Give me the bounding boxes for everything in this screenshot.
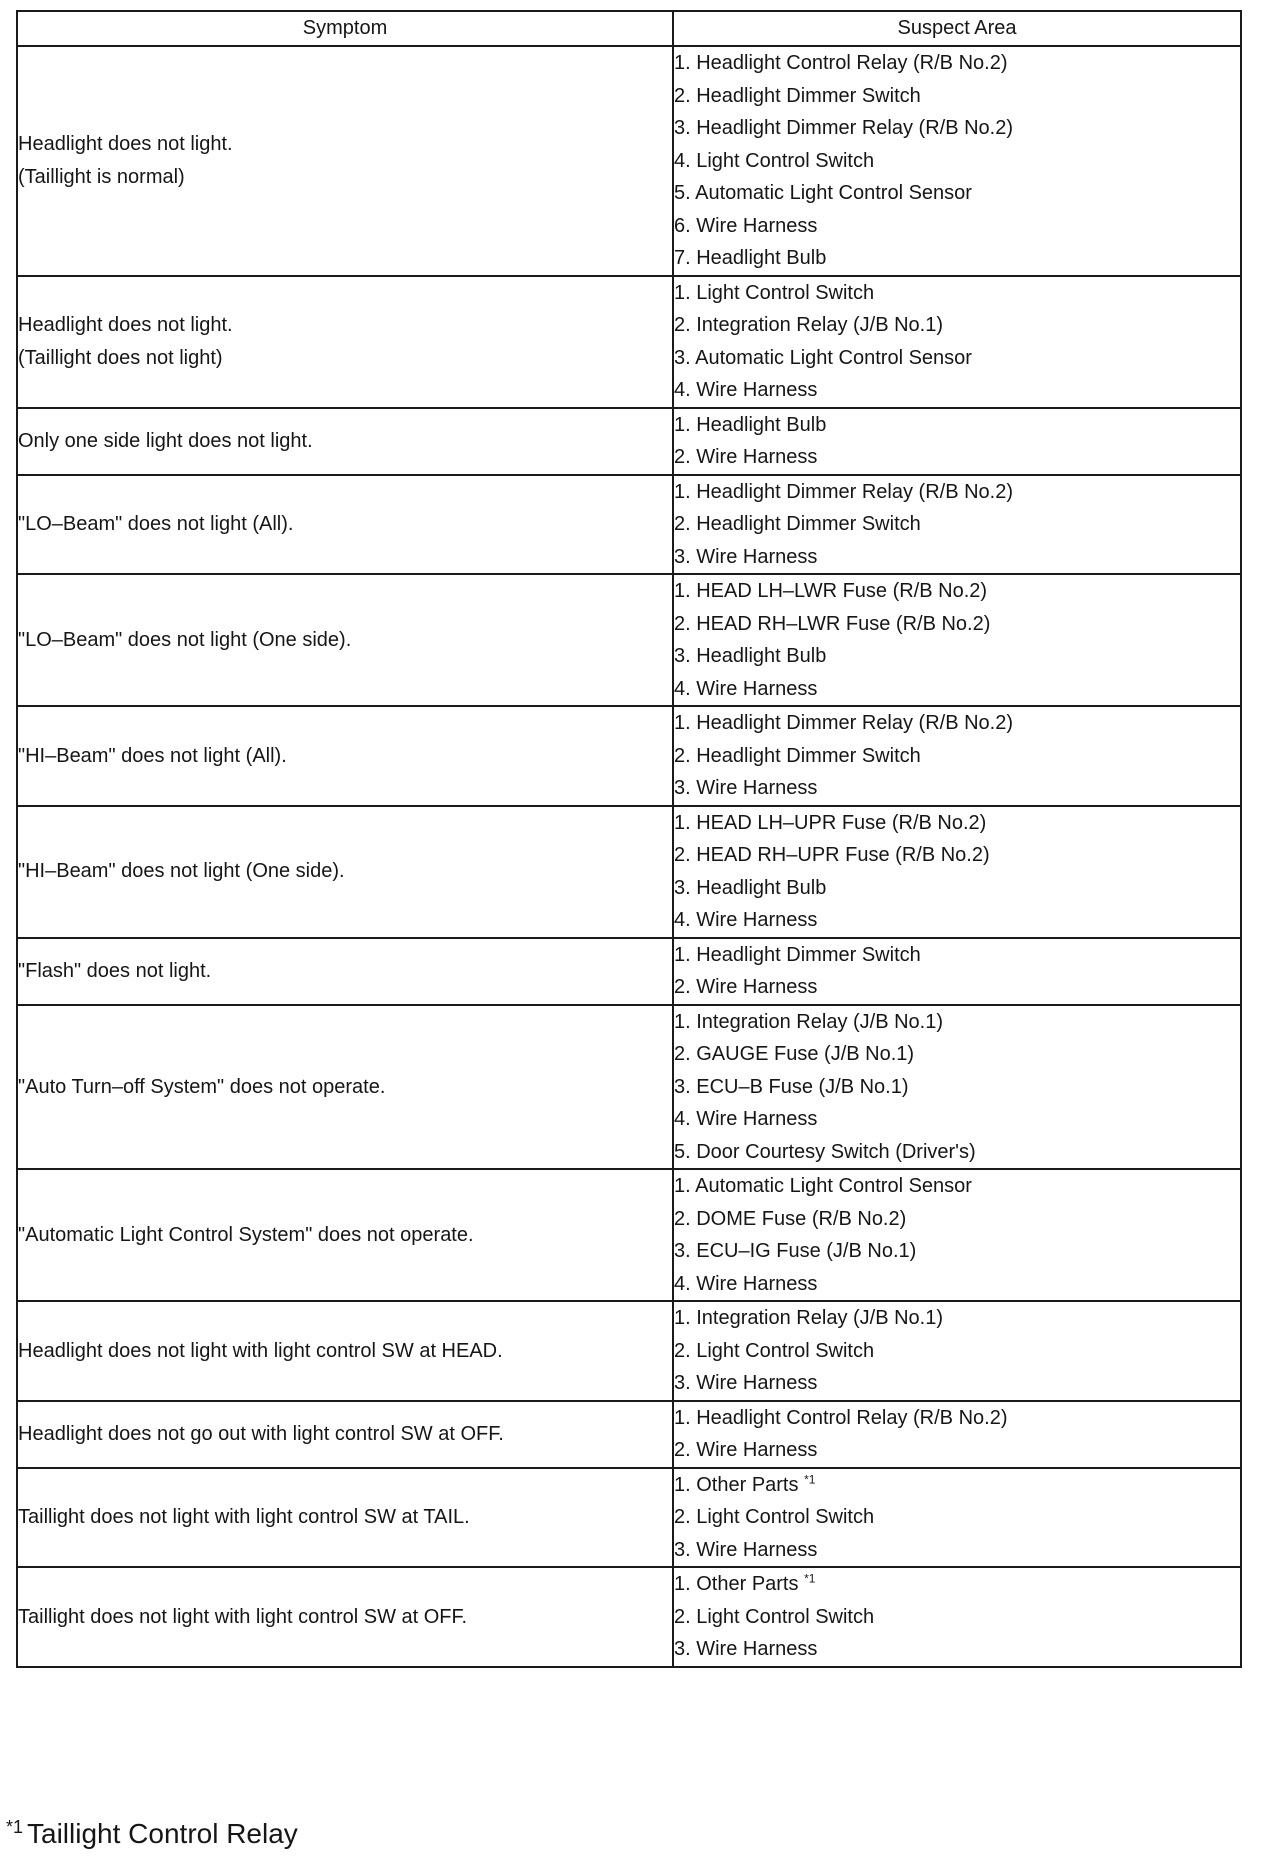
suspect-area-item: 2. HEAD RH–LWR Fuse (R/B No.2) bbox=[674, 612, 991, 635]
symptom-text: "HI–Beam" does not light (One side). bbox=[18, 860, 345, 883]
table-row bbox=[17, 938, 1241, 1005]
suspect-area-item: 5. Door Courtesy Switch (Driver's) bbox=[674, 1140, 976, 1163]
table-row bbox=[17, 408, 1241, 475]
suspect-area-item: 2. Wire Harness bbox=[674, 446, 818, 468]
suspect-area-item: 3. Wire Harness bbox=[674, 777, 818, 799]
suspect-area-item: 4. Wire Harness bbox=[674, 1272, 818, 1295]
footnote bbox=[6, 1818, 298, 1850]
suspect-area-cell bbox=[673, 1468, 1241, 1568]
footnote-text: Taillight Control Relay bbox=[27, 1818, 298, 1849]
symptom-cell bbox=[17, 1169, 673, 1301]
suspect-area-item: 6. Wire Harness bbox=[674, 214, 818, 237]
symptom-text: "Auto Turn–off System" does not operate. bbox=[18, 1075, 386, 1098]
suspect-area-item: 4. Wire Harness bbox=[674, 379, 818, 401]
suspect-area-cell bbox=[673, 276, 1241, 408]
suspect-area-cell bbox=[673, 1169, 1241, 1301]
suspect-area-item: 1. Integration Relay (J/B No.1) bbox=[674, 1307, 944, 1329]
suspect-area-item: 1. Light Control Switch bbox=[674, 281, 875, 304]
suspect-area-item: 2. GAUGE Fuse (J/B No.1) bbox=[674, 1043, 915, 1065]
suspect-area-item: 1. Other Parts $^{*1}$ bbox=[674, 1471, 816, 1496]
suspect-area-cell bbox=[673, 46, 1241, 276]
suspect-area-item: 4. Wire Harness bbox=[674, 909, 818, 931]
suspect-area-item: 2. Headlight Dimmer Switch bbox=[674, 513, 921, 535]
table-row bbox=[17, 1005, 1241, 1170]
suspect-area-cell bbox=[673, 408, 1241, 475]
suspect-area-item: 2. Integration Relay (J/B No.1) bbox=[674, 314, 944, 336]
suspect-area-item: 2. Light Control Switch bbox=[674, 1339, 875, 1362]
suspect-area-item: 2. Headlight Dimmer Switch bbox=[674, 84, 921, 107]
symptom-cell bbox=[17, 1468, 673, 1568]
suspect-area-item: 3. ECU–IG Fuse (J/B No.1) bbox=[674, 1240, 917, 1262]
suspect-area-item: 7. Headlight Bulb bbox=[674, 247, 827, 269]
suspect-area-cell bbox=[673, 574, 1241, 706]
suspect-area-item: 1. HEAD LH–LWR Fuse (R/B No.2) bbox=[674, 580, 988, 602]
table-body bbox=[17, 46, 1241, 1667]
suspect-area-item: 3. Automatic Light Control Sensor bbox=[674, 346, 972, 369]
table-row bbox=[17, 1401, 1241, 1468]
suspect-area-column-header: Suspect Area bbox=[673, 11, 1241, 46]
table-row bbox=[17, 806, 1241, 938]
suspect-area-item: 3. Wire Harness bbox=[674, 545, 818, 568]
suspect-area-item: 3. ECU–B Fuse (J/B No.1) bbox=[674, 1075, 909, 1098]
suspect-area-item: 3. Wire Harness bbox=[674, 1538, 818, 1561]
suspect-area-item: 1. Headlight Dimmer Relay (R/B No.2) bbox=[674, 480, 1013, 503]
symptom-text: Taillight does not light with light control SW at TAIL. bbox=[18, 1506, 470, 1528]
symptom-text: Headlight does not light. bbox=[18, 133, 233, 156]
symptom-cell bbox=[17, 408, 673, 475]
symptom-text: Headlight does not light with light control SW at HEAD. bbox=[18, 1339, 503, 1362]
suspect-area-item: 1. Headlight Control Relay (R/B No.2) bbox=[674, 1406, 1008, 1429]
suspect-area-item: 3. Headlight Dimmer Relay (R/B No.2) bbox=[674, 117, 1013, 139]
symptom-text: "Automatic Light Control System" does not operate. bbox=[18, 1223, 474, 1246]
symptom-cell bbox=[17, 1401, 673, 1468]
table-row bbox=[17, 1301, 1241, 1401]
suspect-area-cell bbox=[673, 1301, 1241, 1401]
suspect-area-item: 4. Wire Harness bbox=[674, 677, 818, 700]
symptom-cell bbox=[17, 276, 673, 408]
symptom-cell bbox=[17, 1301, 673, 1401]
symptom-text: "LO–Beam" does not light (One side). bbox=[18, 628, 352, 651]
table-row bbox=[17, 1468, 1241, 1568]
suspect-area-item: 2. DOME Fuse (R/B No.2) bbox=[674, 1207, 907, 1230]
symptom-text: (Taillight is normal) bbox=[18, 165, 185, 188]
suspect-area-cell bbox=[673, 938, 1241, 1005]
suspect-area-item: 1. Automatic Light Control Sensor bbox=[674, 1175, 972, 1197]
symptom-cell bbox=[17, 46, 673, 276]
symptom-cell bbox=[17, 806, 673, 938]
suspect-area-item: 3. Wire Harness bbox=[674, 1372, 818, 1394]
suspect-area-item: 5. Automatic Light Control Sensor bbox=[674, 182, 972, 204]
table-row bbox=[17, 706, 1241, 806]
table-row bbox=[17, 574, 1241, 706]
suspect-area-cell bbox=[673, 1005, 1241, 1170]
suspect-area-cell bbox=[673, 806, 1241, 938]
suspect-area-item: 1. HEAD LH–UPR Fuse (R/B No.2) bbox=[674, 811, 987, 834]
suspect-area-item: 3. Wire Harness bbox=[674, 1638, 818, 1660]
troubleshooting-sheet bbox=[16, 10, 1240, 1668]
suspect-area-item: 1. Headlight Dimmer Switch bbox=[674, 943, 921, 966]
symptom-cell bbox=[17, 475, 673, 575]
symptom-text: Taillight does not light with light control SW at OFF. bbox=[18, 1605, 468, 1628]
suspect-area-cell bbox=[673, 1401, 1241, 1468]
suspect-area-cell bbox=[673, 1567, 1241, 1667]
symptom-column-header: Symptom bbox=[17, 11, 673, 46]
symptom-text: (Taillight does not light) bbox=[18, 346, 223, 369]
symptom-cell bbox=[17, 574, 673, 706]
table-header-row bbox=[17, 11, 1241, 46]
footnote-reference: *1 bbox=[804, 1571, 816, 1586]
symptom-text: "HI–Beam" does not light (All). bbox=[18, 744, 287, 767]
symptom-text: Headlight does not light. bbox=[18, 314, 233, 336]
suspect-area-item: 3. Headlight Bulb bbox=[674, 645, 827, 667]
suspect-area-item: 2. Wire Harness bbox=[674, 976, 818, 998]
suspect-area-item: 2. Light Control Switch bbox=[674, 1605, 875, 1628]
suspect-area-item: 4. Wire Harness bbox=[674, 1108, 818, 1130]
suspect-area-item: 1. Other Parts $^{*1}$ bbox=[674, 1571, 816, 1595]
table-row bbox=[17, 276, 1241, 408]
table-row bbox=[17, 46, 1241, 276]
suspect-area-item: 1. Headlight Bulb bbox=[674, 413, 827, 436]
symptom-cell bbox=[17, 938, 673, 1005]
suspect-area-item: 2. Headlight Dimmer Switch bbox=[674, 744, 921, 767]
symptom-table bbox=[16, 10, 1242, 1668]
suspect-area-item: 1. Headlight Control Relay (R/B No.2) bbox=[674, 52, 1008, 74]
suspect-area-item: 1. Headlight Dimmer Relay (R/B No.2) bbox=[674, 712, 1013, 734]
suspect-area-cell bbox=[673, 706, 1241, 806]
symptom-text: Headlight does not go out with light control SW at OFF. bbox=[18, 1422, 504, 1445]
symptom-cell bbox=[17, 706, 673, 806]
symptom-cell bbox=[17, 1005, 673, 1170]
footnote-mark: *1 bbox=[6, 1816, 24, 1837]
symptom-text: "LO–Beam" does not light (All). bbox=[18, 513, 294, 535]
table-row bbox=[17, 1169, 1241, 1301]
suspect-area-cell bbox=[673, 475, 1241, 575]
suspect-area-item: 2. HEAD RH–UPR Fuse (R/B No.2) bbox=[674, 844, 990, 866]
suspect-area-item: 1. Integration Relay (J/B No.1) bbox=[674, 1010, 944, 1033]
suspect-area-item: 2. Wire Harness bbox=[674, 1439, 818, 1461]
table-row bbox=[17, 1567, 1241, 1667]
symptom-text: Only one side light does not light. bbox=[18, 429, 313, 452]
footnote-reference: *1 bbox=[804, 1471, 816, 1486]
suspect-area-item: 4. Light Control Switch bbox=[674, 149, 875, 172]
suspect-area-item: 3. Headlight Bulb bbox=[674, 876, 827, 899]
table-row bbox=[17, 475, 1241, 575]
suspect-area-item: 2. Light Control Switch bbox=[674, 1506, 875, 1528]
symptom-cell bbox=[17, 1567, 673, 1667]
symptom-text: "Flash" does not light. bbox=[18, 959, 212, 982]
